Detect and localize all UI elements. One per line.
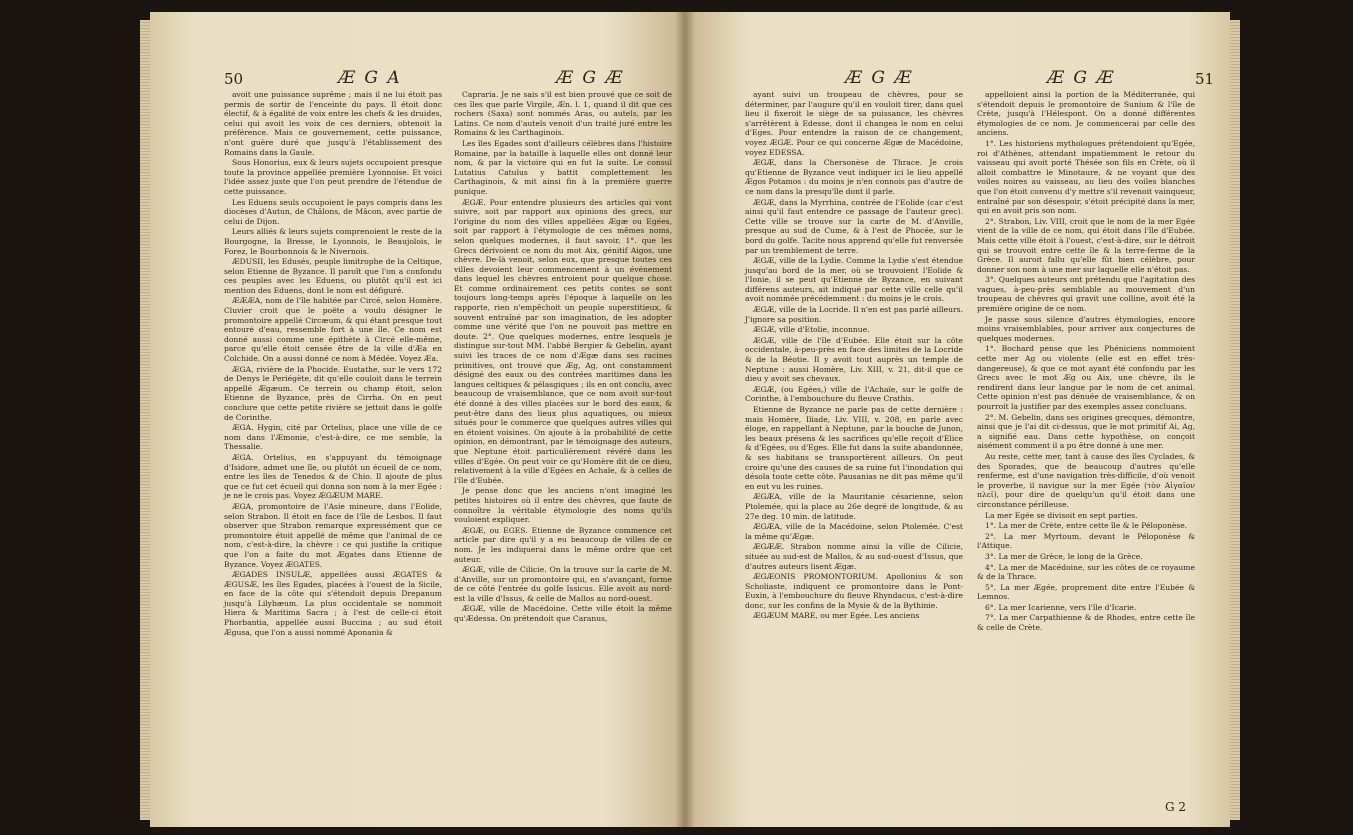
paragraph: ÆGÆA, ville de la Macédoine, selon Ptolemée. C'est la même qu'Ægæ. [745, 522, 963, 541]
paragraph: ÆGÆÆ. Strabon nomme ainsi la ville de Cilicie, située au sud-est de Mallos, & au sud-ouest d'Issus, que d'autres auteurs lisent Ægæ. [745, 542, 963, 571]
paragraph: Au reste, cette mer, tant à cause des îles Cyclades, & des Sporades, que de beaucoup d'autres qu'elle renferme, est d'une navigation très-difficile, d'où venoit le proverbe, il navigue sur la mer Egée (τὸν Αἰγαῖον πλεῖ), pour dire de quelqu'un qu'il étoit dans une circonstance périlleuse. [977, 451, 1195, 509]
paragraph: ÆGÆ, ville d'Etolie, inconnue. [753, 325, 870, 335]
paragraph: ÆGA. Ortelius, en s'appuyant du témoignage d'Isidore, admet une île, ou plutôt un écueil de ce nom, entre les îles de Tenedos & de Chio. Il ajoute de plus que ce fut cet écueil qui donna son nom à la mer Egée : je ne le crois pas. Voyez ÆGÆUM MARE. [224, 452, 442, 501]
paragraph: Etienne de Byzance ne parle pas de cette dernière : mais Homère, Iliade, Liv. VIII, v. 208, en parle avec éloge, en rappellant à Neptune, par la bouche de Junon, les beaux présens & les sacrifices qu'elle reçoit d'Elice & d'Egées, ou d'Eges. Elle fut dans la suite abandonnée, & ses habitans se transportèrent ailleurs. On peut croire qu'une des causes de sa ruine fut l'inondation qui désola toute cette côte. Pausanias ne dit pas même qu'il en eut vu les ruines. [745, 405, 963, 491]
paragraph: 2°. La mer Myrtoum, devant le Péloponèse & l'Attique. [977, 531, 1195, 551]
paragraph: 1°. Les historiens mythologues prétendoient qu'Egée, roi d'Athènes, attendant impatiemment le retour du vaisseau qui avoit porté Thésée son fils en Crète, où il alloit combattre le Minotaure, & ne voyant que des voiles noires au vaisseau, au lieu des voiles blanches que l'on étoit convenu d'y mettre s'il revenoit vainqueur, entraîné par son désespoir, s'étoit précipité dans la mer, qui en avoit pris son nom. [977, 138, 1195, 216]
paragraph: ÆGA, promontoire de l'Asie mineure, dans l'Eolide, selon Strabon. Il étoit en face de l'île de Lesbos. Il faut observer que Strabon remarque expressément que ce promontoire étoit appellé de même que l'animal de ce nom, c'est-à-dire, la chèvre : ce qui justifie la critique que l'on a faite du mot Ægates dans Etienne de Byzance. Voyez ÆGATES. [224, 501, 442, 569]
paragraph: ÆDUSII, les Edusés, peuple limitrophe de la Celtique, selon Etienne de Byzance. Il paroît que l'on a confondu ces peuples avec les Eduens, ou plutôt qu'il est ici mention des Eduens, dont le nom est défiguré. [224, 257, 442, 295]
paragraph: ÆGADES INSULÆ, appellées aussi ÆGATES & ÆGUSÆ, les îles Egades, placées à l'ouest de la Sicile, en face de la côte qui s'étendoit depuis Drepanum jusqu'à Lilybæum. La plus occidentale se nommoit Hiera & Maritima Sacra ; à l'est de celle-ci étoit Phorbantia, appellée aussi Buccina ; au sud étoit Ægusa, que l'on a aussi nommé Aponania & [224, 570, 442, 637]
paragraph: Les Eduens seuls occupoient le pays compris dans les diocèses d'Autun, de Châlons, de Mâcon, avec partie de celui de Dijon. [224, 197, 442, 226]
open-book [150, 12, 1230, 827]
paragraph: ÆGÆUM MARE, ou mer Egée. Les anciens [753, 611, 920, 621]
left-page-edges [140, 20, 150, 820]
paragraph: ÆGA. Hygin, cité par Ortelius, place une ville de ce nom dans l'Æmonie, c'est-à-dire, ce me semble, la Thessalie. [224, 423, 442, 452]
right-page-edges [1230, 20, 1240, 820]
paragraph: 2°. Strabon, Liv. VIII, croit que le nom de la mer Egée vient de la ville de ce nom, qui étoit dans l'île d'Eubée. Mais cette ville étoit à l'ouest, c'est-à-dire, sur le détroit qui se trouvoit entre cette île & la terre-ferme de la Grèce. Il auroit fallu qu'elle fût bien célèbre, pour donner son nom à une mer sur laquelle elle n'étoit pas. [977, 216, 1195, 274]
paragraph: appelloient ainsi la portion de la Méditerranée, qui s'étendoit depuis le promontoire de Sunium & l'île de Crète, jusqu'à l'Hélespont. On a donné différentes étymologies de ce nom. Je commencerai par celle des anciens. [977, 90, 1195, 138]
paragraph: Sous Honorius, eux & leurs sujets occupoient presque toute la province appellée première Lyonnoise. Et voici l'idée assez juste que l'on peut prendre de l'étendue de cette puissance. [224, 158, 442, 196]
paragraph: Leurs alliés & leurs sujets comprenoient le reste de la Bourgogne, la Bresse, le Lyonnois, le Beaujolois, le Forez, le Bourbonnois & le Nivernois. [224, 227, 442, 256]
paragraph: 3°. Quelques auteurs ont prétendu que l'agitation des vagues, à-peu-près semblable au mouvement d'un troupeau de chèvres qui gravit une colline, avoit été la première origine de ce nom. [977, 275, 1195, 314]
running-head-left-b: Æ G Æ [556, 68, 625, 88]
book-gutter [675, 12, 695, 827]
text-column-2 [454, 90, 672, 625]
paragraph: 3°. La mer de Grèce, le long de la Grèce. [985, 551, 1143, 561]
paragraph: 1°. Bochard pense que les Phéniciens nommoient cette mer Ag ou violente (elle est en effet très-dangereuse), & que ce mot ayant été confondu par les Grecs avec le mot Æg ou Aix, une chèvre, ils le rendirent dans leur langue par le nom de cet animal. Cette opinion n'est pas dénuée de vraisemblance, & on pourroit la justifier par des exemples assez concluans. [977, 344, 1195, 411]
paragraph: ÆÆÆA, nom de l'île habitée par Circé, selon Homère. Cluvier croit que le poëte a voulu désigner le promontoire appellé Circæum, & qui étant presque tout entouré d'eau, ressemble fort à une île. Ce nom est donné aussi comme une épithète à Circé elle-même, parce qu'elle étoit censée être de la ville d'Æa en Colchide. On a aussi donné ce nom à Médée. Voyez Æa. [224, 296, 442, 364]
paragraph: Les îles Egades sont d'ailleurs célèbres dans l'histoire Romaine, par la bataille à laquelle elles ont donné leur nom, & par la victoire qui en fut la suite. Le consul Lutatius Catulus y battit complettement les Carthaginois, & mit ainsi fin à la première guerre punique. [454, 138, 672, 196]
paragraph: ÆGÆ, (ou Egées,) ville de l'Achaïe, sur le golfe de Corinthe, à l'embouchure du fleuve Crathis. [745, 384, 963, 404]
paragraph: avoit une puissance suprême ; mais il ne lui étoit pas permis de sortir de l'enceinte du pays. Il étoit donc électif, & à égalité de voix entre les chefs & les druides, celui qui avoit les voix de ces derniers, obtenoit la préférence. Mais ce gouvernement, cette puissance, n'ont guère duré que jusqu'à l'établissement des Romains dans la Gaule. [224, 90, 442, 157]
paragraph: Je pense donc que les anciens n'ont imaginé les petites histoires où il entre des chèvres, que faute de connoître la véritable étymologie des noms qu'ils vouloient expliquer. [454, 486, 672, 525]
paragraph: 4°. La mer de Macédoine, sur les côtes de ce royaume & de la Thrace. [977, 562, 1195, 582]
page-number-left: 50 [224, 70, 244, 88]
paragraph: ÆGÆ, ou EGES. Etienne de Byzance commence cet article par dire qu'il y a eu beaucoup de villes de ce nom. Je les indiquerai dans le même ordre que cet auteur. [454, 525, 672, 564]
paragraph: ÆGÆ. Pour entendre plusieurs des articles qui vont suivre, soit par rapport aux opinions des grecs, sur l'origine du nom des villes appellées Ægæ ou Egées, soit par rapport à l'étymologie de ces mêmes noms, selon quelques modernes, il faut savoir, 1°. que les Grecs dérivoient ce nom du mot Aix, génitif Aigos, une chèvre. De-là venoit, selon eux, que presque toutes ces villes devoient leur commencement à un événement dans lequel les chèvres entroient pour quelque chose. Et comme ordinairement ces petits contes se sont toujours long-temps après l'époque à laquelle on les rapporte, rien n'empêchoit un peuple superstitieux, & souvent entraîné par son imagination, de les adopter comme une vérité que l'on ne pouvoit pas mettre en doute. 2°. Que quelques modernes, entre lesquels je distingue sur-tout MM. l'abbé Bergier & Gebelin, ayant suivi les traces de ce nom d'Ægæ dans ses racines primitives, ont trouvé que Æg, Ag, ont constamment désigné des eaux ou des contrées maritimes dans les langues celtiques & pélasgiques ; ils en ont conclu, avec beaucoup de vraisemblance, que ce nom avoit sur-tout été donné à des villes placées sur le bord des eaux, & peut-être dans des lieux plus aquatiques, ou mieux situés pour le commerce que quelques autres villes qui en étoient voisines. On ajoute à la probabilité de cette opinion, en démontrant, par le témoignage des auteurs, que Neptune étoit particulièrement révéré dans les villes d'Egée. On peut voir ce qu'Homère dit de ce dieu, relativement à la ville d'Egées en Achaïe, & à celles de l'île d'Eubée. [454, 197, 672, 485]
text-column-4 [977, 90, 1195, 634]
paragraph: ÆGÆ, ville de la Lydie. Comme la Lydie s'est étendue jusqu'au bord de la mer, où se trouvoient l'Eolide & l'Ionie, il se peut qu'Etienne de Byzance, en suivant différens auteurs, ait indiqué par cette ville celle qu'il avoit nommée précédemment : du moins je le crois. [745, 256, 963, 304]
paragraph: ÆGÆ, ville de la Locride. Il n'en est pas parlé ailleurs. J'ignore sa position. [745, 305, 963, 324]
paragraph: ÆGÆ, dans la Chersonèse de Thrace. Je crois qu'Etienne de Byzance veut indiquer ici le lieu appellé Ægos Potamos : du moins je n'en connois pas d'autre de ce nom dans la presqu'île dont il parle. [745, 158, 963, 196]
paragraph: Capraria. Je ne sais s'il est bien prouvé que ce soit de ces îles que parle Virgile, Æn. l. 1, quand il dit que ces rochers (Saxa) sont nommés Aras, ou autels, par les Latins. Ce nom d'autels venoit d'un traité juré entre les Romains & les Carthaginois. [454, 90, 672, 138]
paragraph: 2°. M. Gebelin, dans ses origines grecques, démontre, ainsi que je l'ai dit ci-dessus, que le mot primitif Ai, Ag, a signifié eau. Dans cette hypothèse, on conçoit aisément comment il a pu être donné à une mer. [977, 412, 1195, 451]
left-page [150, 12, 685, 827]
page-number-right: 51 [1195, 70, 1215, 88]
paragraph: ÆGÆ, ville de Macédoine. Cette ville étoit la même qu'Ædessa. On prétendoit que Caranus, [454, 604, 672, 624]
text-column-3 [745, 90, 963, 622]
running-head-right-b: Æ G Æ [1047, 68, 1116, 88]
paragraph: ÆGÆA, ville de la Mauritanie césarienne, selon Ptolemée, qui la place au 26e degré de longitude, & au 27e deg. 10 min. de latitude. [745, 492, 963, 521]
paragraph: ÆGÆ, ville de l'île d'Eubée. Elle étoit sur la côte occidentale, à-peu-près en face des limites de la Locride & de la Béotie. Il y avoit tout auprès un temple de Neptune : aussi Homère, Liv. XIII, v. 21, dit-il que ce dieu y avoit ses chevaux. [745, 335, 963, 384]
paragraph: La mer Egée se divisoit en sept parties. [985, 510, 1138, 520]
paragraph: 7°. La mer Carpathienne & de Rhodes, entre cette île & celle de Crète. [977, 613, 1195, 633]
paragraph: Je passe sous silence d'autres étymologies, encore moins vraisemblables, pour arriver aux conjectures de quelques modernes. [977, 314, 1195, 343]
paragraph: ÆGA, rivière de la Phocide. Eustathe, sur le vers 172 de Denys le Periégète, dit qu'elle couloit dans le terrein appellé Ægæum. Ce terrein ou champ étoit, selon Etienne de Byzance, près de Cirrha. On en peut conclure que cette petite rivière se jettoit dans le golfe de Corinthe. [224, 364, 442, 422]
running-head-right-a: Æ G Æ [845, 68, 914, 88]
paragraph: 6°. La mer Icarienne, vers l'île d'Icarie. [985, 602, 1137, 612]
paragraph: ÆGÆ, dans la Myrrhina, contrée de l'Eolide (car c'est ainsi qu'il faut entendre ce passage de l'auteur grec). Cette ville se trouve sur la carte de M. d'Anville, presque au sud de Cume, & à l'est de Phocée, sur le bord du golfe. Tacite nous apprend qu'elle fut renversée par un tremblement de terre. [745, 197, 963, 255]
text-column-1 [224, 90, 442, 638]
paragraph: ÆGÆONIS PROMONTORIUM. Apollonius & son Scholiaste, indiquent ce promontoire dans le Pont-Euxin, à l'embouchure du fleuve Rhyndacus, c'est-à-dire donc, sur les confins de la Mysie & de la Bythinie. [745, 572, 963, 610]
signature-mark: G 2 [1164, 800, 1186, 814]
running-head-left-a: Æ G A [338, 68, 402, 88]
paragraph: ayant suivi un troupeau de chèvres, pour se déterminer, par l'augure qu'il en vouloit tirer, dans quel lieu il fixeroit le siège de sa puissance, les chèvres s'arrêtèrent à Edesse, dont il changea le nom en celui d'Eges. Pour entendre la raison de ce changement, voyez ÆGÆ. Pour ce qui concerne Ægæ de Macédoine, voyez EDESSA. [745, 90, 963, 157]
right-page [685, 12, 1230, 827]
paragraph: 1°. La mer de Crète, entre cette île & le Péloponèse. [985, 521, 1188, 531]
paragraph: 5°. La mer Ægée, proprement dite entre l'Eubée & Lemnos. [977, 582, 1195, 602]
paragraph: ÆGÆ, ville de Cilicie. On la trouve sur la carte de M. d'Anville, sur un promontoire qui, en s'avançant, forme de ce côté l'entrée du golfe Issicus. Elle avoit au nord-est la ville d'Issus, & celle de Mallos au nord-ouest. [454, 565, 672, 603]
